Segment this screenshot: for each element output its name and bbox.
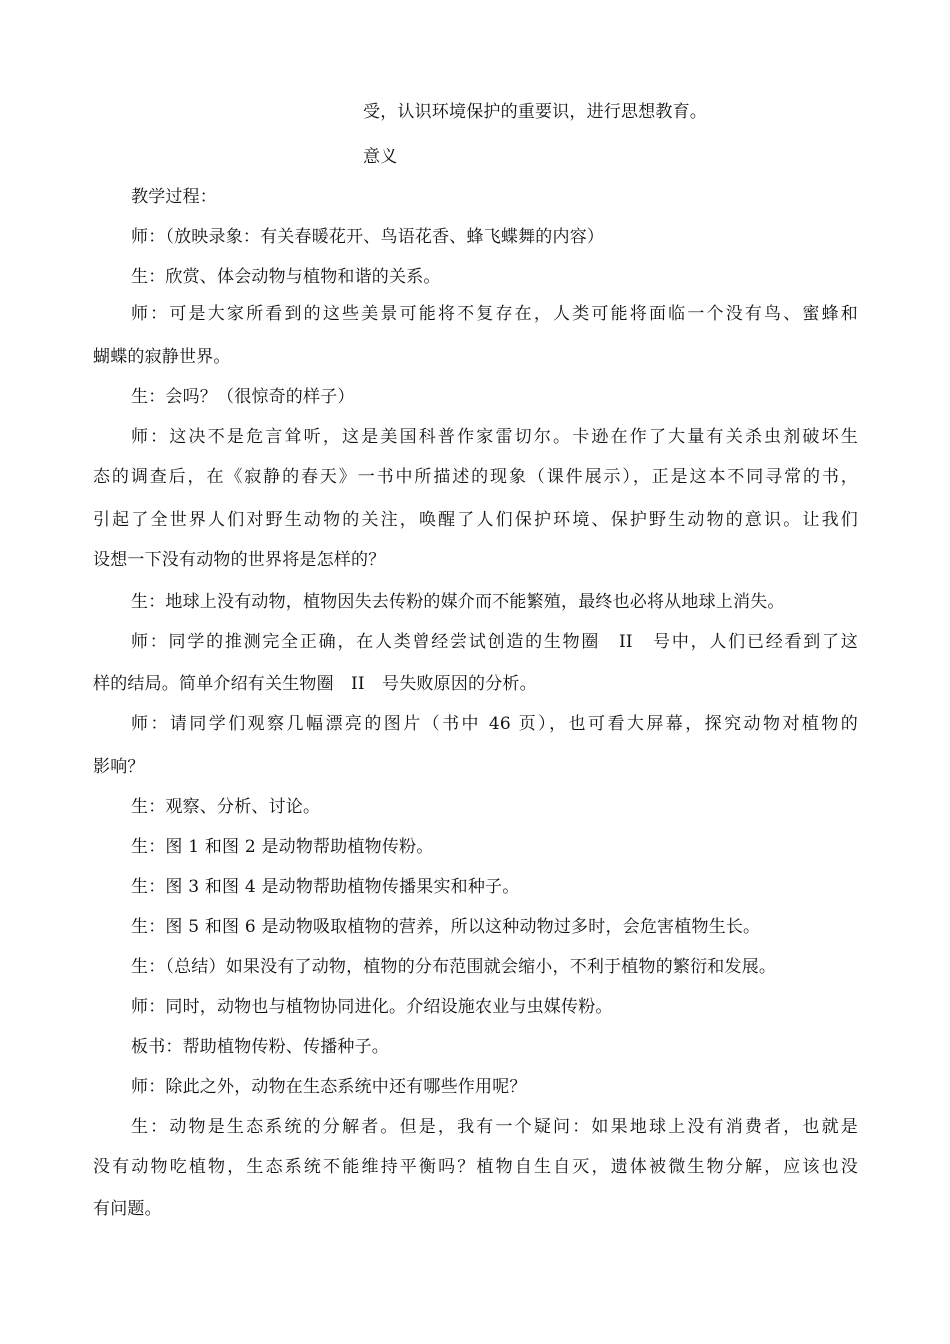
paragraph-student-question-line-2: 没有动物吃植物，生态系统不能维持平衡吗？植物自生自灭，遗体被微生物分解，应该也没: [93, 1157, 858, 1177]
paragraph-student-question-line-1: 生：动物是生态系统的分解者。但是，我有一个疑问：如果地球上没有消费者，也就是: [131, 1117, 858, 1137]
paragraph-teacher-beauty-line-2: 蝴蝶的寂静世界。: [93, 347, 231, 367]
paragraph-student-surprise: 生：会吗？（很惊奇的样子）: [131, 387, 355, 407]
objective-line-1: 受，认识环境保护的重要识，进行思想教育。: [363, 102, 707, 122]
paragraph-student-observe: 生：观察、分析、讨论。: [131, 797, 321, 817]
paragraph-teacher-coevolution: 师：同时，动物也与植物协同进化。介绍设施农业与虫媒传粉。: [131, 997, 613, 1017]
paragraph-student-figure-3-4: 生：图 3 和图 4 是动物帮助植物传播果实和种子。: [131, 877, 520, 897]
paragraph-board-note: 板书：帮助植物传粉、传播种子。: [131, 1037, 389, 1057]
paragraph-teacher-carson-line-2: 态的调查后，在《寂静的春天》一书中所描述的现象（课件展示），正是这本不同寻常的书，: [93, 467, 858, 487]
paragraph-student-figure-5-6: 生：图 5 和图 6 是动物吸取植物的营养，所以这种动物过多时，会危害植物生长。: [131, 917, 761, 937]
paragraph-teacher-pictures-line-1: 师：请同学们观察几幅漂亮的图片（书中 46 页），也可看大屏幕，探究动物对植物的: [131, 714, 858, 734]
paragraph-student-no-animals: 生：地球上没有动物，植物因失去传粉的媒介而不能繁殖，最终也必将从地球上消失。: [131, 592, 785, 612]
paragraph-teacher-carson-line-4: 设想一下没有动物的世界将是怎样的？: [93, 550, 386, 570]
paragraph-teacher-carson-line-1: 师：这决不是危言耸听，这是美国科普作家雷切尔。卡逊在作了大量有关杀虫剂破坏生: [131, 427, 858, 447]
paragraph-teacher-beauty-line-1: 师：可是大家所看到的这些美景可能将不复存在，人类可能将面临一个没有鸟、蜜蜂和: [131, 304, 858, 324]
objective-line-2: 意义: [363, 147, 398, 167]
paragraph-student-figure-1-2: 生：图 1 和图 2 是动物帮助植物传粉。: [131, 837, 434, 857]
paragraph-teacher-pictures-line-2: 影响？: [93, 757, 145, 777]
paragraph-teacher-biosphere-line-1: 师：同学的推测完全正确，在人类曾经尝试创造的生物圈 II 号中，人们已经看到了这: [131, 632, 858, 652]
paragraph-student-question-line-3: 有问题。: [93, 1199, 162, 1219]
paragraph-student-appreciate: 生：欣赏、体会动物与植物和谐的关系。: [131, 267, 441, 287]
paragraph-teacher-carson-line-3: 引起了全世界人们对野生动物的关注，唤醒了人们保护环境、保护野生动物的意识。让我们: [93, 510, 858, 530]
paragraph-student-summary: 生：（总结）如果没有了动物，植物的分布范围就会缩小，不利于植物的繁衍和发展。: [131, 957, 777, 977]
paragraph-teacher-video: 师：（放映录象：有关春暖花开、鸟语花香、蜂飞蝶舞的内容）: [131, 227, 605, 247]
paragraph-teacher-other-roles: 师：除此之外，动物在生态系统中还有哪些作用呢？: [131, 1077, 527, 1097]
section-heading: 教学过程：: [131, 187, 217, 207]
paragraph-teacher-biosphere-line-2: 样的结局。简单介绍有关生物圈 II 号失败原因的分析。: [93, 674, 537, 694]
